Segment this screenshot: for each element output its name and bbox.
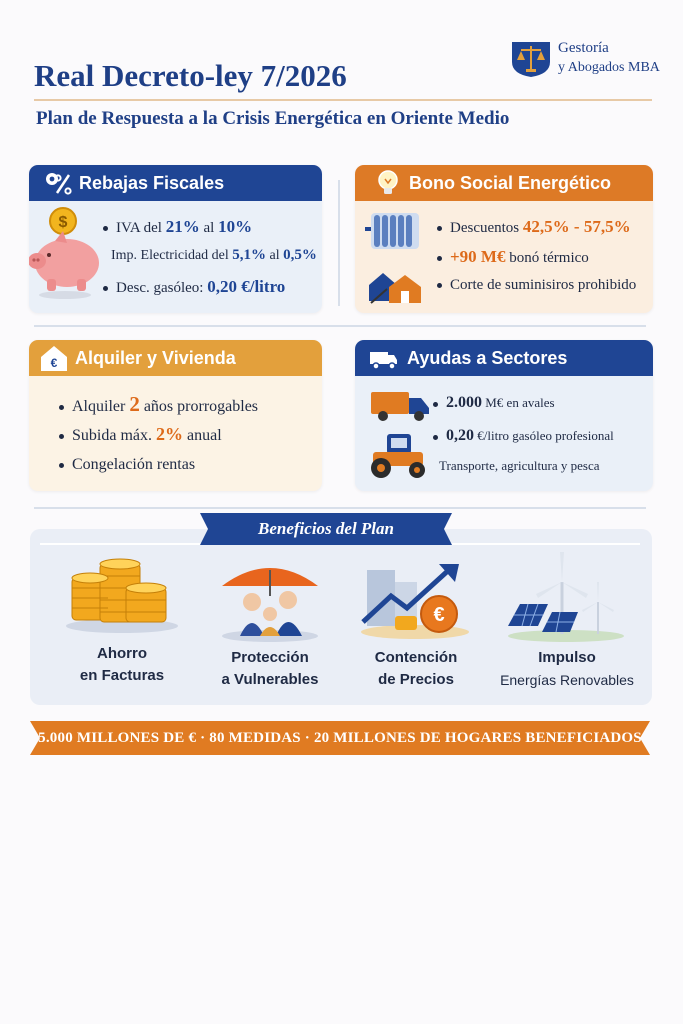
card-alquiler-vivienda (29, 340, 322, 491)
bullet (59, 463, 64, 468)
bullet (437, 226, 442, 231)
percent-gear-icon (43, 169, 73, 197)
bullet (437, 256, 442, 261)
truck-icon (365, 344, 401, 372)
card-bono-social (355, 165, 653, 313)
fiscal-gasoleo-line: Desc. gasóleo: 0,20 €/litro (103, 277, 285, 297)
brand-logo (510, 38, 680, 84)
vertical-divider (338, 180, 340, 306)
bullet (437, 283, 442, 288)
family-umbrella-icon (216, 556, 324, 642)
horizontal-divider (34, 325, 646, 327)
bono-corte-line: Corte de suminisiros prohibido (437, 277, 636, 294)
summary-ribbon (30, 721, 650, 755)
benefits-title: Beneficios del Plan (258, 519, 394, 538)
benefits-banner (200, 513, 452, 545)
summary-text: 5.000 MILLONES DE € · 80 MEDIDAS · 20 MILLONES DE HOGARES BENEFICIADOS (38, 730, 642, 746)
card-title: Bono Social Energético (409, 172, 612, 193)
svg-text:€: € (433, 604, 445, 626)
bullet (103, 286, 108, 291)
card-header (29, 165, 322, 201)
bullet (433, 435, 438, 440)
alquiler-subida-line: Subida máx. 2% anual (59, 424, 222, 445)
bono-descuentos-line: Descuentos 42,5% - 57,5% (437, 217, 631, 237)
renewables-icon (502, 552, 628, 642)
price-chart-icon (355, 556, 475, 640)
page-subtitle: Plan de Respuesta a la Crisis Energética en Oriente Medio (36, 108, 510, 129)
svg-text:$: $ (58, 214, 68, 231)
benefit-proteccion-label: Protección a Vulnerables (221, 649, 319, 688)
alquiler-anos-line: Alquiler 2 años prorrogables (59, 392, 258, 417)
page-title: Real Decreto-ley 7/2026 (34, 58, 347, 93)
card-rebajas-fiscales (29, 165, 322, 313)
bullet (433, 402, 438, 407)
card-header (355, 340, 653, 376)
scales-shield-icon (510, 40, 552, 78)
bullet (59, 434, 64, 439)
brand-line-1: Gestoría (558, 40, 609, 56)
title-divider (34, 99, 652, 101)
card-title: Alquiler y Vivienda (75, 347, 236, 368)
lightbulb-icon (373, 169, 403, 197)
house-tools-icon (365, 267, 425, 307)
bono-termico-line: +90 M€ bonó térmico (437, 247, 589, 267)
benefit-contencion-label: Contención de Precios (374, 649, 458, 688)
benefit-ahorro-label: Ahorro en Facturas (79, 645, 165, 684)
horizontal-divider (34, 507, 646, 509)
benefit-impulso-label: Impulso Energías Renovables (500, 649, 634, 688)
delivery-truck-icon (369, 388, 431, 424)
card-header (29, 340, 322, 376)
alquiler-congelacion-line: Congelación rentas (59, 456, 195, 474)
bullet (103, 226, 108, 231)
house-euro-icon (39, 344, 69, 372)
svg-text:€: € (50, 356, 58, 370)
bullet (59, 405, 64, 410)
ayudas-gasoleo-line: 0,20 €/litro gasóleo profesional (433, 427, 614, 445)
card-ayudas-sectores (355, 340, 653, 491)
card-title: Rebajas Fiscales (79, 172, 225, 193)
card-header (355, 165, 653, 201)
tractor-icon (365, 430, 431, 480)
fiscal-electricidad-line: Imp. Electricidad del 5,1% al 0,5% (111, 247, 317, 263)
card-title: Ayudas a Sectores (407, 347, 568, 368)
ayudas-avales-line: 2.000 M€ en avales (433, 394, 555, 412)
ayudas-sectores-line: Transporte, agricultura y pesca (439, 458, 600, 473)
radiator-icon (365, 207, 425, 255)
piggy-bank-icon (29, 207, 105, 303)
coins-icon (62, 556, 180, 634)
fiscal-iva-line: IVA del 21% al 10% (103, 217, 252, 237)
brand-line-2: y Abogados MBA (558, 60, 660, 75)
